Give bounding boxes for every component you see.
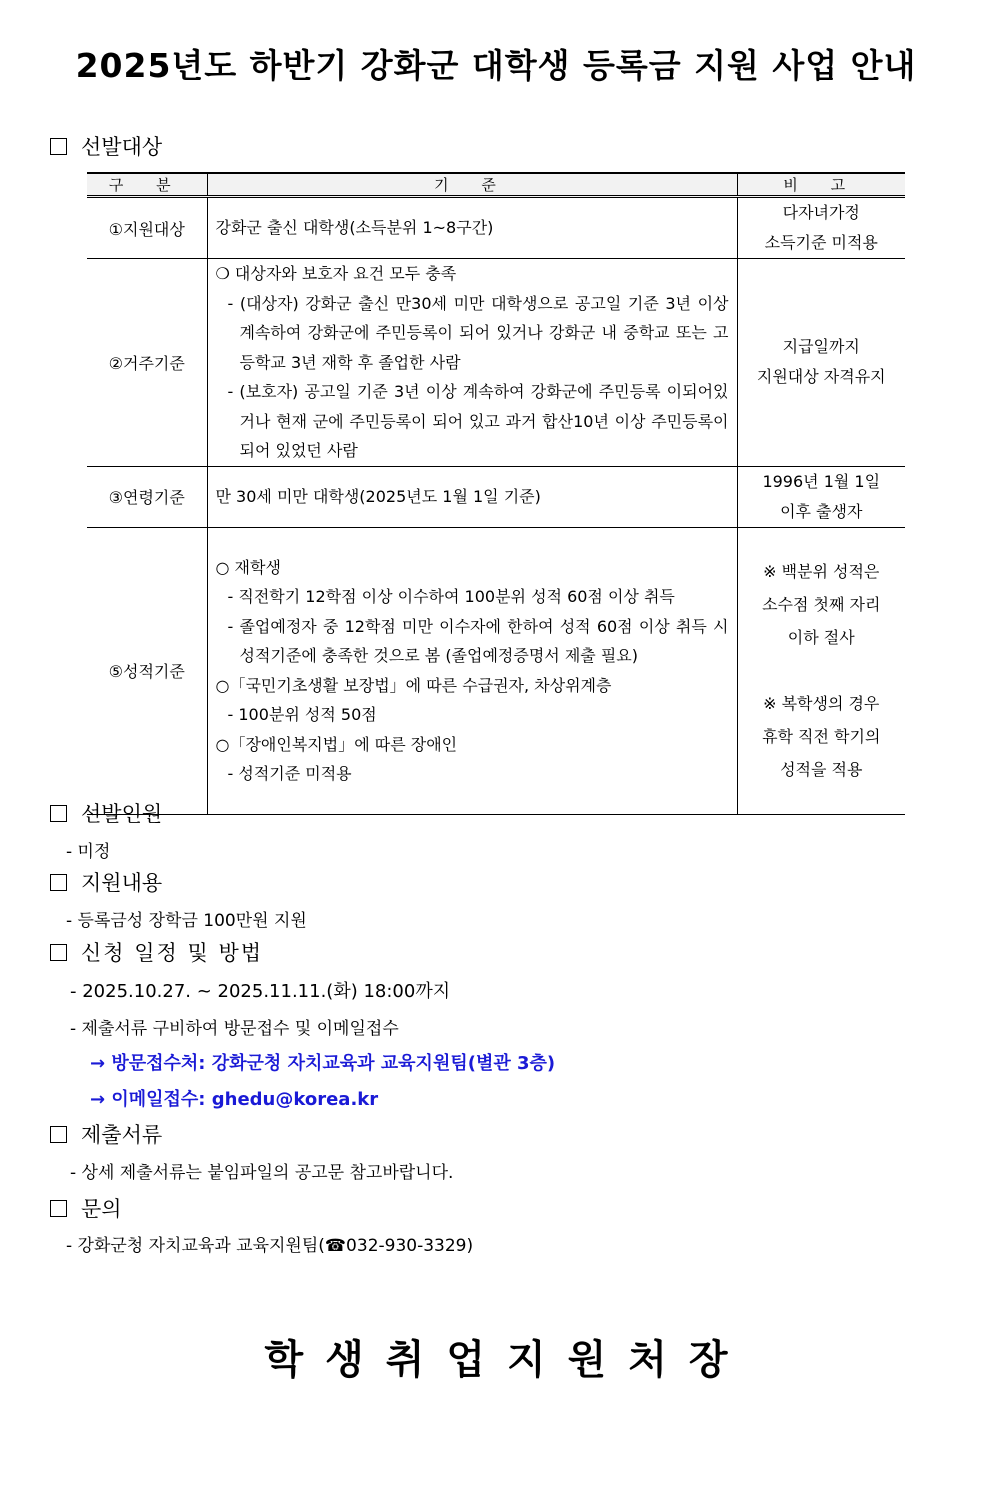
header-category: 구 분 [87, 173, 207, 197]
row-label: ⑤성적기준 [87, 527, 207, 814]
checkbox-square-icon [50, 805, 67, 822]
row-criteria [207, 197, 737, 259]
criteria-line: - (보호자) 공고일 기준 3년 이상 계속하여 강화군에 주민등록 이되어있거나 현재 군에 주민등록이 되어 있고 과거 합산10년 이상 주민등록이 되어 있었던 사람 [227, 382, 729, 460]
footer-signature: 학생취업지원처장 [264, 1337, 750, 1383]
note-line: 지급일까지 [782, 337, 860, 357]
checkbox-square-icon [50, 944, 67, 961]
row-criteria [207, 466, 737, 527]
row-note [737, 527, 905, 814]
criteria-line: ○「국민기초생활 보장법」에 따른 수급권자, 차상위계층 [215, 675, 612, 695]
criteria-table [87, 172, 905, 815]
note-line: 이하 절사 [787, 628, 855, 647]
criteria-line: 만 30세 미만 대학생(2025년도 1월 1일 기준) [215, 486, 541, 506]
section-inquiry [50, 1193, 122, 1223]
section-apply [50, 937, 263, 967]
criteria-line: 강화군 출신 대학생(소득분위 1~8구간) [215, 218, 494, 238]
criteria-line: ❍ 대상자와 보호자 요건 모두 충족 [215, 264, 457, 283]
note-line: ※ 복학생의 경우 [763, 694, 880, 713]
note-line: 다자녀가정 [782, 203, 860, 222]
note-line: 휴학 직전 학기의 [762, 727, 881, 746]
note-line: 1996년 1월 1일 [762, 471, 881, 491]
criteria-line: - (대상자) 강화군 출신 만30세 미만 대학생으로 공고일 기준 3년 이상 계속하여 강화군에 주민등록이 되어 있거나 강화군 내 중학교 또는 고등학교 3년 재학 후 졸업한 사람 [227, 293, 729, 372]
row-note [737, 197, 905, 259]
note-spacer [738, 654, 906, 687]
note-line: 지원대상 자격유지 [756, 367, 886, 387]
section-target [50, 131, 162, 161]
table-row [87, 259, 905, 467]
criteria-line: - 100분위 성적 50점 [227, 705, 377, 724]
criteria-line: - 졸업예정자 중 12학점 미만 이수자에 한하여 성적 60점 이상 취득 시 성적기준에 충족한 것으로 봄 (졸업예정증명서 제출 필요) [227, 616, 729, 665]
section-docs [50, 1119, 162, 1149]
table-row [87, 527, 905, 814]
apply-email[interactable]: → 이메일접수: ghedu@korea.kr [90, 1089, 379, 1110]
apply-period: - 2025.10.27. ~ 2025.11.11.(화) 18:00까지 [70, 981, 451, 1002]
row-criteria [207, 527, 737, 814]
table-row [87, 197, 905, 259]
checkbox-square-icon [50, 1126, 67, 1143]
row-note [737, 466, 905, 527]
row-label: ①지원대상 [87, 197, 207, 259]
note-line: 소득기준 미적용 [764, 233, 878, 252]
section-quota-label: 선발인원 [81, 802, 163, 826]
header-criteria: 기 준 [207, 173, 737, 197]
row-label: ③연령기준 [87, 466, 207, 527]
checkbox-square-icon [50, 874, 67, 891]
header-note: 비 고 [737, 173, 905, 197]
apply-method: - 제출서류 구비하여 방문접수 및 이메일접수 [70, 1019, 399, 1039]
quota-text: - 미정 [66, 842, 111, 862]
note-line: 소수점 첫째 자리 [762, 595, 881, 614]
page-title: 2025년도 하반기 강화군 대학생 등록금 지원 사업 안내 [75, 46, 917, 85]
row-criteria [207, 259, 737, 467]
row-note [737, 259, 905, 467]
section-docs-label: 제출서류 [81, 1123, 163, 1147]
section-target-label: 선발대상 [81, 135, 163, 159]
section-inquiry-label: 문의 [81, 1197, 122, 1221]
checkbox-square-icon [50, 138, 67, 155]
criteria-line: ○ 재학생 [215, 557, 281, 577]
section-support [50, 867, 162, 897]
section-apply-label: 신청 일정 및 방법 [81, 941, 264, 965]
checkbox-square-icon [50, 1200, 67, 1217]
section-support-label: 지원내용 [81, 871, 163, 895]
docs-text: - 상세 제출서류는 붙임파일의 공고문 참고바랍니다. [70, 1163, 454, 1183]
note-line: 성적을 적용 [780, 760, 863, 779]
criteria-line: ○「장애인복지법」에 따른 장애인 [215, 734, 458, 754]
apply-visit-location: → 방문접수처: 강화군청 자치교육과 교육지원팀(별관 3층) [90, 1053, 556, 1074]
inquiry-text: - 강화군청 자치교육과 교육지원팀(☎032-930-3329) [66, 1236, 474, 1256]
support-text: - 등록금성 장학금 100만원 지원 [66, 911, 307, 931]
criteria-line: - 성적기준 미적용 [227, 764, 352, 783]
row-label: ②거주기준 [87, 259, 207, 467]
criteria-line: - 직전학기 12학점 이상 이수하여 100분위 성적 60점 이상 취득 [227, 587, 675, 606]
table-row [87, 466, 905, 527]
section-quota [50, 798, 162, 828]
note-line: ※ 백분위 성적은 [763, 562, 880, 581]
note-line: 이후 출생자 [780, 501, 863, 521]
